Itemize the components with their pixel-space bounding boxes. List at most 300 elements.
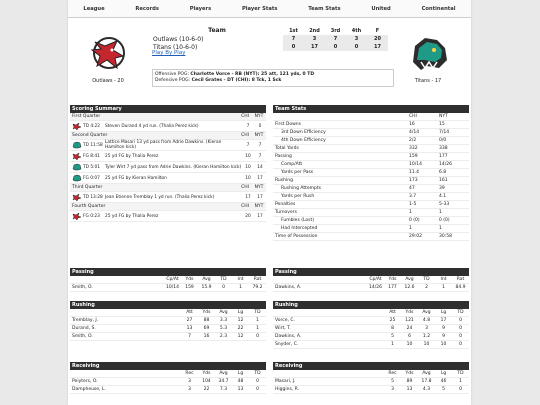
stat-value: 7.3 [219,387,228,392]
quarter-name: Fourth Quarter [72,204,106,209]
scoring-play [70,192,266,203]
score-chi: 20 [245,213,251,219]
col-nyt: NYT [254,204,264,209]
play-time: 5:01 [90,164,100,170]
passing-section [70,268,469,292]
passing-title: Passing [273,268,469,276]
stat-chi: 332 [409,146,418,151]
col-chi: CHI [241,114,249,119]
stat-value: 10 [406,342,413,347]
stat-value: 0 [459,342,462,347]
stat-value: 0 [459,387,462,392]
stat-value: 6 [408,334,411,339]
col-avg: Avg [219,310,228,315]
stat-nyt: 161 [439,178,448,183]
stat-label: Rushing [275,178,293,183]
score-nyt: 17 [257,194,263,200]
score-nyt: 7 [258,142,262,148]
stat-chi: 11.4 [409,170,420,175]
stat-value: 4.8 [422,318,431,323]
scoring-summary-title: Scoring Summary [70,105,266,113]
play-type: FG [83,175,89,181]
stat-value: 5 [391,379,394,384]
nav-item-records[interactable]: Records [135,5,159,12]
player-name[interactable]: Dampheuse, L. [72,387,106,392]
col-chi: CHI [241,204,249,209]
score-nyt: 7 [258,153,262,159]
player-name[interactable]: Smith, O. [72,285,93,290]
receiving-section [70,362,469,394]
stat-label: 3rd Down Efficiency [281,130,326,135]
col-int: Int [440,277,447,282]
player-row [273,341,469,349]
score-header-q4: 4th [351,27,362,34]
titans-logo-icon [72,174,82,182]
stat-value: 0 [256,334,259,339]
team-stats [273,105,469,241]
col-chi: CHI [241,185,249,190]
rushing-header [70,309,266,317]
stat-value: 12 [237,334,244,339]
stat-value: 5 [442,387,445,392]
passing-title: Passing [70,268,266,276]
player-name[interactable]: Masari, J. [275,379,296,384]
play-description: Jean Etienne Tremblay 1 yd run. (Thalia Perez kick) [105,194,215,200]
col-rec: Rec [388,371,397,376]
stat-nyt: 39 [439,186,445,191]
stat-value: 1.2 [422,334,431,339]
stat-nyt: 1 [439,210,442,215]
team-stat-row [273,193,469,201]
stat-label: Fumbles (Lost) [281,218,315,223]
play-description: 25 yd FG by Thalia Perez [105,153,159,159]
stat-value: 25 [389,318,396,323]
team-stat-row [273,209,469,217]
stat-value: 12.6 [404,285,415,290]
stat-value: 84.9 [455,285,466,290]
away-team-record: Outlaws (10-6-0) [153,35,204,43]
stat-chi: 2/2 [409,138,417,143]
player-name[interactable]: Durand, S. [72,326,96,331]
play-type-time [83,143,105,148]
receiving-left [70,362,266,394]
team-stat-row [273,121,469,129]
score-nyt: 14 [257,164,263,170]
player-row [273,386,469,394]
stat-chi: 4/14 [409,130,420,135]
team-stats-title: Team Stats [273,105,469,113]
player-name[interactable]: Dawkins, A. [275,334,302,339]
quarter-name: Third Quarter [72,185,103,190]
score-header-q2: 2nd [309,27,320,34]
team-stat-row [273,137,469,145]
score-chi: 10 [245,153,251,159]
rushing-section [70,301,469,349]
player-name[interactable]: Peiyters, O. [72,379,98,384]
quarter-header [70,203,266,211]
stat-label: Yards per Pass [281,170,314,175]
col-avg: Avg [422,310,431,315]
stat-value: 1 [442,285,445,290]
col-lg: Lg [237,371,244,376]
play-time: 0:23 [90,213,100,219]
rushing-left [70,301,266,349]
team-stat-row [273,185,469,193]
stat-value: 15.9 [201,285,212,290]
player-name[interactable]: Higgins, R. [275,387,300,392]
stat-value: 3.3 [219,318,228,323]
home-q4: 0 [346,43,367,51]
top-nav [68,0,471,18]
team-stat-row [273,153,469,161]
stat-value: 121 [405,318,414,323]
quarter-header [70,113,266,121]
stat-value: 3 [425,326,428,331]
stat-value: 2 [425,285,428,290]
home-final: 17 [367,43,388,51]
home-q2: 17 [304,43,325,51]
stat-value: 5 [391,334,394,339]
rushing-right [273,301,469,349]
passing-left [70,268,266,292]
quarter-name: First Quarter [72,114,101,119]
outlaws-logo-icon [72,212,82,220]
col-td: TD [254,310,261,315]
col-avg: Avg [422,371,431,376]
col-td: TD [220,277,227,282]
play-time: 0:07 [90,175,100,181]
stat-nyt: 0/0 [439,138,447,143]
stat-nyt: 338 [439,146,448,151]
stat-value: 22 [203,387,210,392]
outlaws-logo-icon [72,122,82,130]
col-yds: Yds [185,277,194,282]
play-description: 25 yd FG by Kieran Hamilton [105,175,167,181]
stat-value: 88 [203,318,210,323]
stat-value: 10 [440,342,447,347]
stat-label: Penalties [275,202,296,207]
team-stat-row [273,177,469,185]
player-name[interactable]: Wirt, T. [275,326,291,331]
stat-nyt: 0 (0) [439,218,450,223]
stat-value: 3 [188,379,191,384]
col-cpat: Cp/At [369,277,382,282]
col-att: Att [389,310,396,315]
stat-value: 104 [202,379,211,384]
stat-label: Had Intercepted [281,226,318,231]
nav-item-league[interactable]: League [83,5,105,12]
team-stat-row [273,233,469,241]
player-row [70,317,266,325]
play-type: TD [83,164,89,170]
stat-chi: 1 [409,226,412,231]
player-name[interactable]: Snyder, C. [275,342,299,347]
outlaws-logo-icon [72,152,82,160]
nav-item-continental[interactable]: Continental [421,5,456,12]
play-type-time [83,154,105,159]
stat-value: 69 [203,326,210,331]
stat-value: 10 [423,342,430,347]
play-time: 4:22 [90,123,100,129]
player-row [273,378,469,386]
player-row [70,386,266,394]
score-chi: 10 [245,164,251,170]
play-description: Lattice Masari 13 yd pass from Adrie Dawkins. (Kieran Hamilton kick) [105,140,222,150]
score-header-q3: 3rd [330,27,341,34]
play-type-time [83,124,105,129]
player-name[interactable]: Tremblay, J. [72,318,99,323]
defensive-pog-label: Defensive POG: [155,78,191,83]
stat-value: 7 [188,334,191,339]
player-row [70,284,266,292]
col-td: TD [457,371,464,376]
titans-logo-icon [72,163,82,171]
quarter-name: Second Quarter [72,133,108,138]
nav-item-player-stats[interactable]: Player Stats [241,5,278,12]
titans-logo-icon [407,32,451,74]
col-avg: Avg [405,277,414,282]
receiving-title: Receiving [273,362,469,370]
col-td: TD [457,310,464,315]
stat-value: 0 [459,334,462,339]
stat-value: 27 [186,318,193,323]
stat-value: 1 [256,326,259,331]
stat-nyt: 30:58 [439,234,452,239]
col-avg: Avg [219,371,228,376]
col-yds: Yds [405,310,414,315]
play-type: TD [83,123,89,129]
away-final: 20 [367,35,388,43]
score-nyt: 17 [257,175,263,181]
stat-label: Time of Possession [275,234,318,239]
stat-value: 177 [388,285,397,290]
defensive-pog: Cecil Grates - DT (CHI): 8 Tck, 1 Sck [191,78,282,83]
stat-value: 8 [391,326,394,331]
stat-nyt: 4.1 [439,194,447,199]
stat-chi: 47 [409,186,415,191]
passing-right [273,268,469,292]
col-yds: Yds [405,371,414,376]
stat-value: 9 [442,334,445,339]
stat-value: 79.2 [252,285,263,290]
stat-nyt: 177 [439,154,448,159]
score-header-q1: 1st [289,27,298,34]
stat-label: Total Yards [275,146,299,151]
stat-value: 34.7 [218,379,229,384]
scoring-play [70,173,266,184]
home-q1: 0 [283,43,304,51]
team-stat-row [273,129,469,137]
stat-value: 3 [391,387,394,392]
stat-label: Turnovers [275,210,297,215]
play-type: TD [83,194,89,200]
stat-value: 0 [222,285,225,290]
play-type: FG [83,213,89,219]
team-stat-row [273,145,469,153]
score-header-final: F [375,27,380,34]
scoring-play [70,121,266,132]
stat-nyt: 14/26 [439,162,452,167]
away-q3: 7 [325,35,346,43]
player-row [273,325,469,333]
titans-logo-icon [72,141,82,149]
col-td: TD [254,371,261,376]
col-int: Int [237,277,244,282]
nav-item-united[interactable]: United [371,5,391,12]
player-row [70,333,266,341]
nav-item-players[interactable]: Players [189,5,212,12]
stat-value: 9 [442,326,445,331]
score-chi: 7 [246,142,250,148]
stat-nyt: 5-33 [439,202,450,207]
play-by-play-link[interactable]: Play By Play [152,50,186,56]
col-td: TD [423,277,430,282]
stat-label: Rushing Attempts [281,186,322,191]
col-rec: Rec [185,371,194,376]
play-time: 11:58 [90,142,103,148]
team-stat-row [273,217,469,225]
players-of-game [152,69,394,87]
team-stats-header [273,113,469,121]
receiving-right [273,362,469,394]
col-nyt: NYT [254,133,264,138]
scoreboard [151,26,388,51]
stat-chi: 1-5 [409,202,417,207]
col-lg: Lg [440,371,447,376]
stat-value: 0 [256,387,259,392]
stat-chi: 10/14 [409,162,422,167]
stat-value: 14/26 [369,285,382,290]
col-yds: Yds [202,371,211,376]
player-row [273,284,469,292]
stat-nyt: 6.8 [439,170,447,175]
page [68,0,471,405]
quarter-header [70,132,266,140]
home-team-record: Titans (10-6-0) [153,43,198,51]
away-q1: 7 [283,35,304,43]
stat-value: 22 [237,326,244,331]
rushing-title: Rushing [70,301,266,309]
outlaws-logo-icon [87,32,131,74]
player-name[interactable]: Dawkins, A. [275,285,302,290]
team-stat-row [273,225,469,233]
col-nyt: NYT [439,114,448,119]
stat-value: 5.3 [219,326,228,331]
away-q2: 3 [304,35,325,43]
col-lg: Lg [440,310,447,315]
stat-value: 1 [239,285,242,290]
stat-chi: 1 [409,210,412,215]
play-type-time [83,214,105,219]
passing-header [273,276,469,284]
col-att: Att [186,310,193,315]
stat-value: 10/14 [166,285,179,290]
team-stat-row [273,169,469,177]
score-chi: 7 [246,123,250,129]
col-avg: Avg [202,277,211,282]
scoring-play [70,162,266,173]
away-team-label: Outlaws - 20 [92,78,124,84]
score-chi: 10 [245,175,251,181]
col-cpat: Cp/At [166,277,179,282]
player-row [273,333,469,341]
stat-value: 0 [256,379,259,384]
stat-chi: 173 [409,178,418,183]
play-type-time [83,176,105,181]
play-time: 13:28 [90,194,103,200]
stat-value: 48 [237,379,244,384]
receiving-title: Receiving [70,362,266,370]
scoring-summary [70,105,266,241]
play-description: Steven Durand 4 yd run. (Thalia Perez kick) [105,123,199,129]
stat-chi: 29:02 [409,234,422,239]
play-type-time [83,195,105,200]
stat-value: 0 [459,318,462,323]
player-row [70,378,266,386]
col-yds: Yds [388,277,397,282]
score-nyt: 0 [258,123,262,129]
col-lg: Lg [237,310,244,315]
stat-value: 0 [459,326,462,331]
receiving-header [70,370,266,378]
stat-value: 159 [185,285,194,290]
col-nyt: NYT [254,114,264,119]
play-type: FG [83,153,89,159]
player-row [273,317,469,325]
outlaws-logo-icon [72,193,82,201]
play-type: TD [83,142,89,148]
col-chi: CHI [241,133,249,138]
scoring-play [70,151,266,162]
stat-chi: 0 (0) [409,218,420,223]
quarter-header [70,184,266,192]
player-row [70,325,266,333]
col-yds: Yds [202,310,211,315]
stat-value: 13 [237,387,244,392]
score-header-team: Team [208,27,226,34]
stat-value: 2.3 [219,334,228,339]
stat-label: Comp/Att [281,162,303,167]
stat-nyt: 7/14 [439,130,450,135]
stat-value: 12 [237,318,244,323]
stat-label: Passing [275,154,292,159]
scoring-play [70,211,266,222]
play-time: 8:41 [90,153,100,159]
col-rat: Rat [253,277,262,282]
stat-value: 1 [256,318,259,323]
player-name[interactable]: Smith, O. [72,334,93,339]
play-type-time [83,165,105,170]
stat-label: Yards per Rush [281,194,315,199]
scoring-play [70,140,266,151]
stat-value: 13 [186,326,193,331]
stat-nyt: 1 [439,226,442,231]
stat-value: 89 [406,379,413,384]
rushing-header [273,309,469,317]
stat-value: 17.8 [421,379,432,384]
stat-value: 3 [188,387,191,392]
team-stat-row [273,201,469,209]
offensive-pog: Charlotte Vorce - RB (NYT): 25 att, 121 yds, 0 TD [190,72,315,77]
stat-value: 13 [406,387,413,392]
stat-value: 46 [440,379,447,384]
nav-item-team-stats[interactable]: Team Stats [308,5,341,12]
stat-label: 4th Down Efficiency [281,138,326,143]
player-name[interactable]: Vorce, C. [275,318,295,323]
play-description: Tyler Wirt 7 yd pass from Adrie Dawkins. (Kieran Hamilton kick) [105,164,242,170]
stat-chi: 159 [409,154,418,159]
stat-value: 16 [203,334,210,339]
